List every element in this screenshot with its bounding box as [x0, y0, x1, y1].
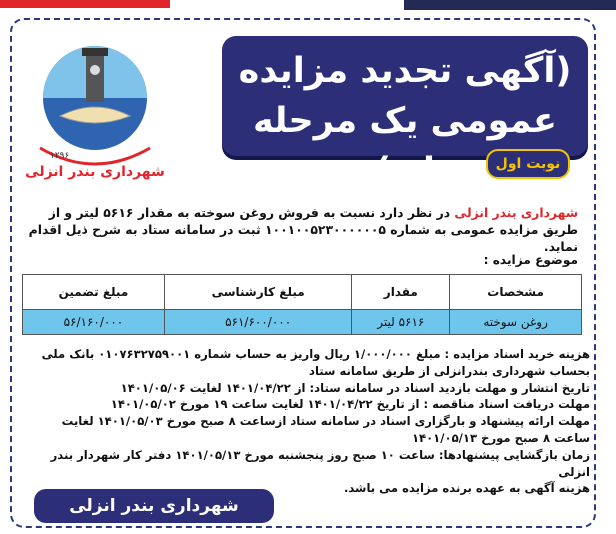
footer-banner: شهرداری بندر انزلی [34, 489, 274, 523]
detail-receive-deadline: مهلت دریافت اسناد مناقصه : از تاریخ ۱۴۰۱/۰۴/۲۲ لغایت ساعت ۱۹ مورخ ۱۴۰۱/۰۵/۰۲ [110, 397, 590, 412]
cell-guarantee: ۵۶/۱۶۰/۰۰۰ [23, 310, 165, 335]
municipality-logo [20, 30, 170, 180]
top-navy-bar [404, 0, 616, 10]
top-red-bar [0, 0, 170, 8]
intro-text: در نظر دارد نسبت به فروش روغن سوخته به مقدار ۵۶۱۶ لیتر و از طریق مزایده عمومی به شماره ۱۰۰۱۰۰۵۲۳۰۰۰۰۰۰۵ ثبت در سامانه ستاد به شرح ذیل اقدام نماید. [28, 205, 578, 254]
header-guarantee: مبلغ تضمین [23, 275, 165, 310]
table-row [23, 310, 582, 335]
header-expert-price: مبلغ کارشناسی [164, 275, 352, 310]
logo-year: ۱۲۹۶ [50, 151, 70, 161]
header-quantity: مقدار [352, 275, 450, 310]
cell-expert-price: ۵۶۱/۶۰۰/۰۰۰ [164, 310, 352, 335]
logo-emblem-icon [20, 30, 170, 180]
cell-quantity: ۵۶۱۶ لیتر [352, 310, 450, 335]
org-name: شهرداری بندر انزلی [454, 205, 578, 220]
edition-badge: نوبت اول [486, 149, 570, 179]
detail-doc-cost: هزینه خرید اسناد مزایده : مبلغ ۱/۰۰۰/۰۰۰ ریال واریز به حساب شماره ۰۱۰۷۶۳۲۷۵۹۰۰۱ بانک ملی بحساب شهرداری بندرانزلی از طریق سامانه ستاد [41, 347, 590, 378]
top-strip [0, 0, 616, 16]
intro-paragraph [22, 204, 578, 255]
auction-table [22, 274, 582, 335]
detail-ad-cost: هزینه آگهی به عهده برنده مزایده می باشد. [343, 481, 590, 496]
detail-publish-date: تاریخ انتشار و مهلت بازدید اسناد در سامانه ستاد: از ۱۴۰۱/۰۴/۲۲ لغایت ۱۴۰۱/۰۵/۰۶ [120, 380, 590, 395]
subject-label: موضوع مزایده : [483, 253, 578, 267]
details-section [22, 346, 590, 497]
title-line-2: عمومی یک مرحله ای) [253, 101, 557, 191]
detail-submit-deadline: مهلت ارائه پیشنهاد و بارگزاری اسناد در سامانه ستاد ازساعت ۸ صبح مورخ ۱۴۰۱/۰۵/۰۳ لغایت ساعت ۸ صبح مورخ ۱۴۰۱/۰۵/۱۳ [61, 414, 590, 445]
cell-specs: روغن سوخته [450, 310, 582, 335]
table-header-row [23, 275, 582, 310]
detail-opening-time: زمان بازگشایی پیشنهادها: ساعت ۱۰ صبح روز پنجشنبه مورخ ۱۴۰۱/۰۵/۱۳ دفتر کار شهردار بندر انزلی [50, 447, 590, 479]
header-specs: مشخصات [450, 275, 582, 310]
title-line-1: (آگهی تجدید مزایده [238, 51, 572, 91]
logo-text: شهرداری بندر انزلی [25, 164, 165, 180]
